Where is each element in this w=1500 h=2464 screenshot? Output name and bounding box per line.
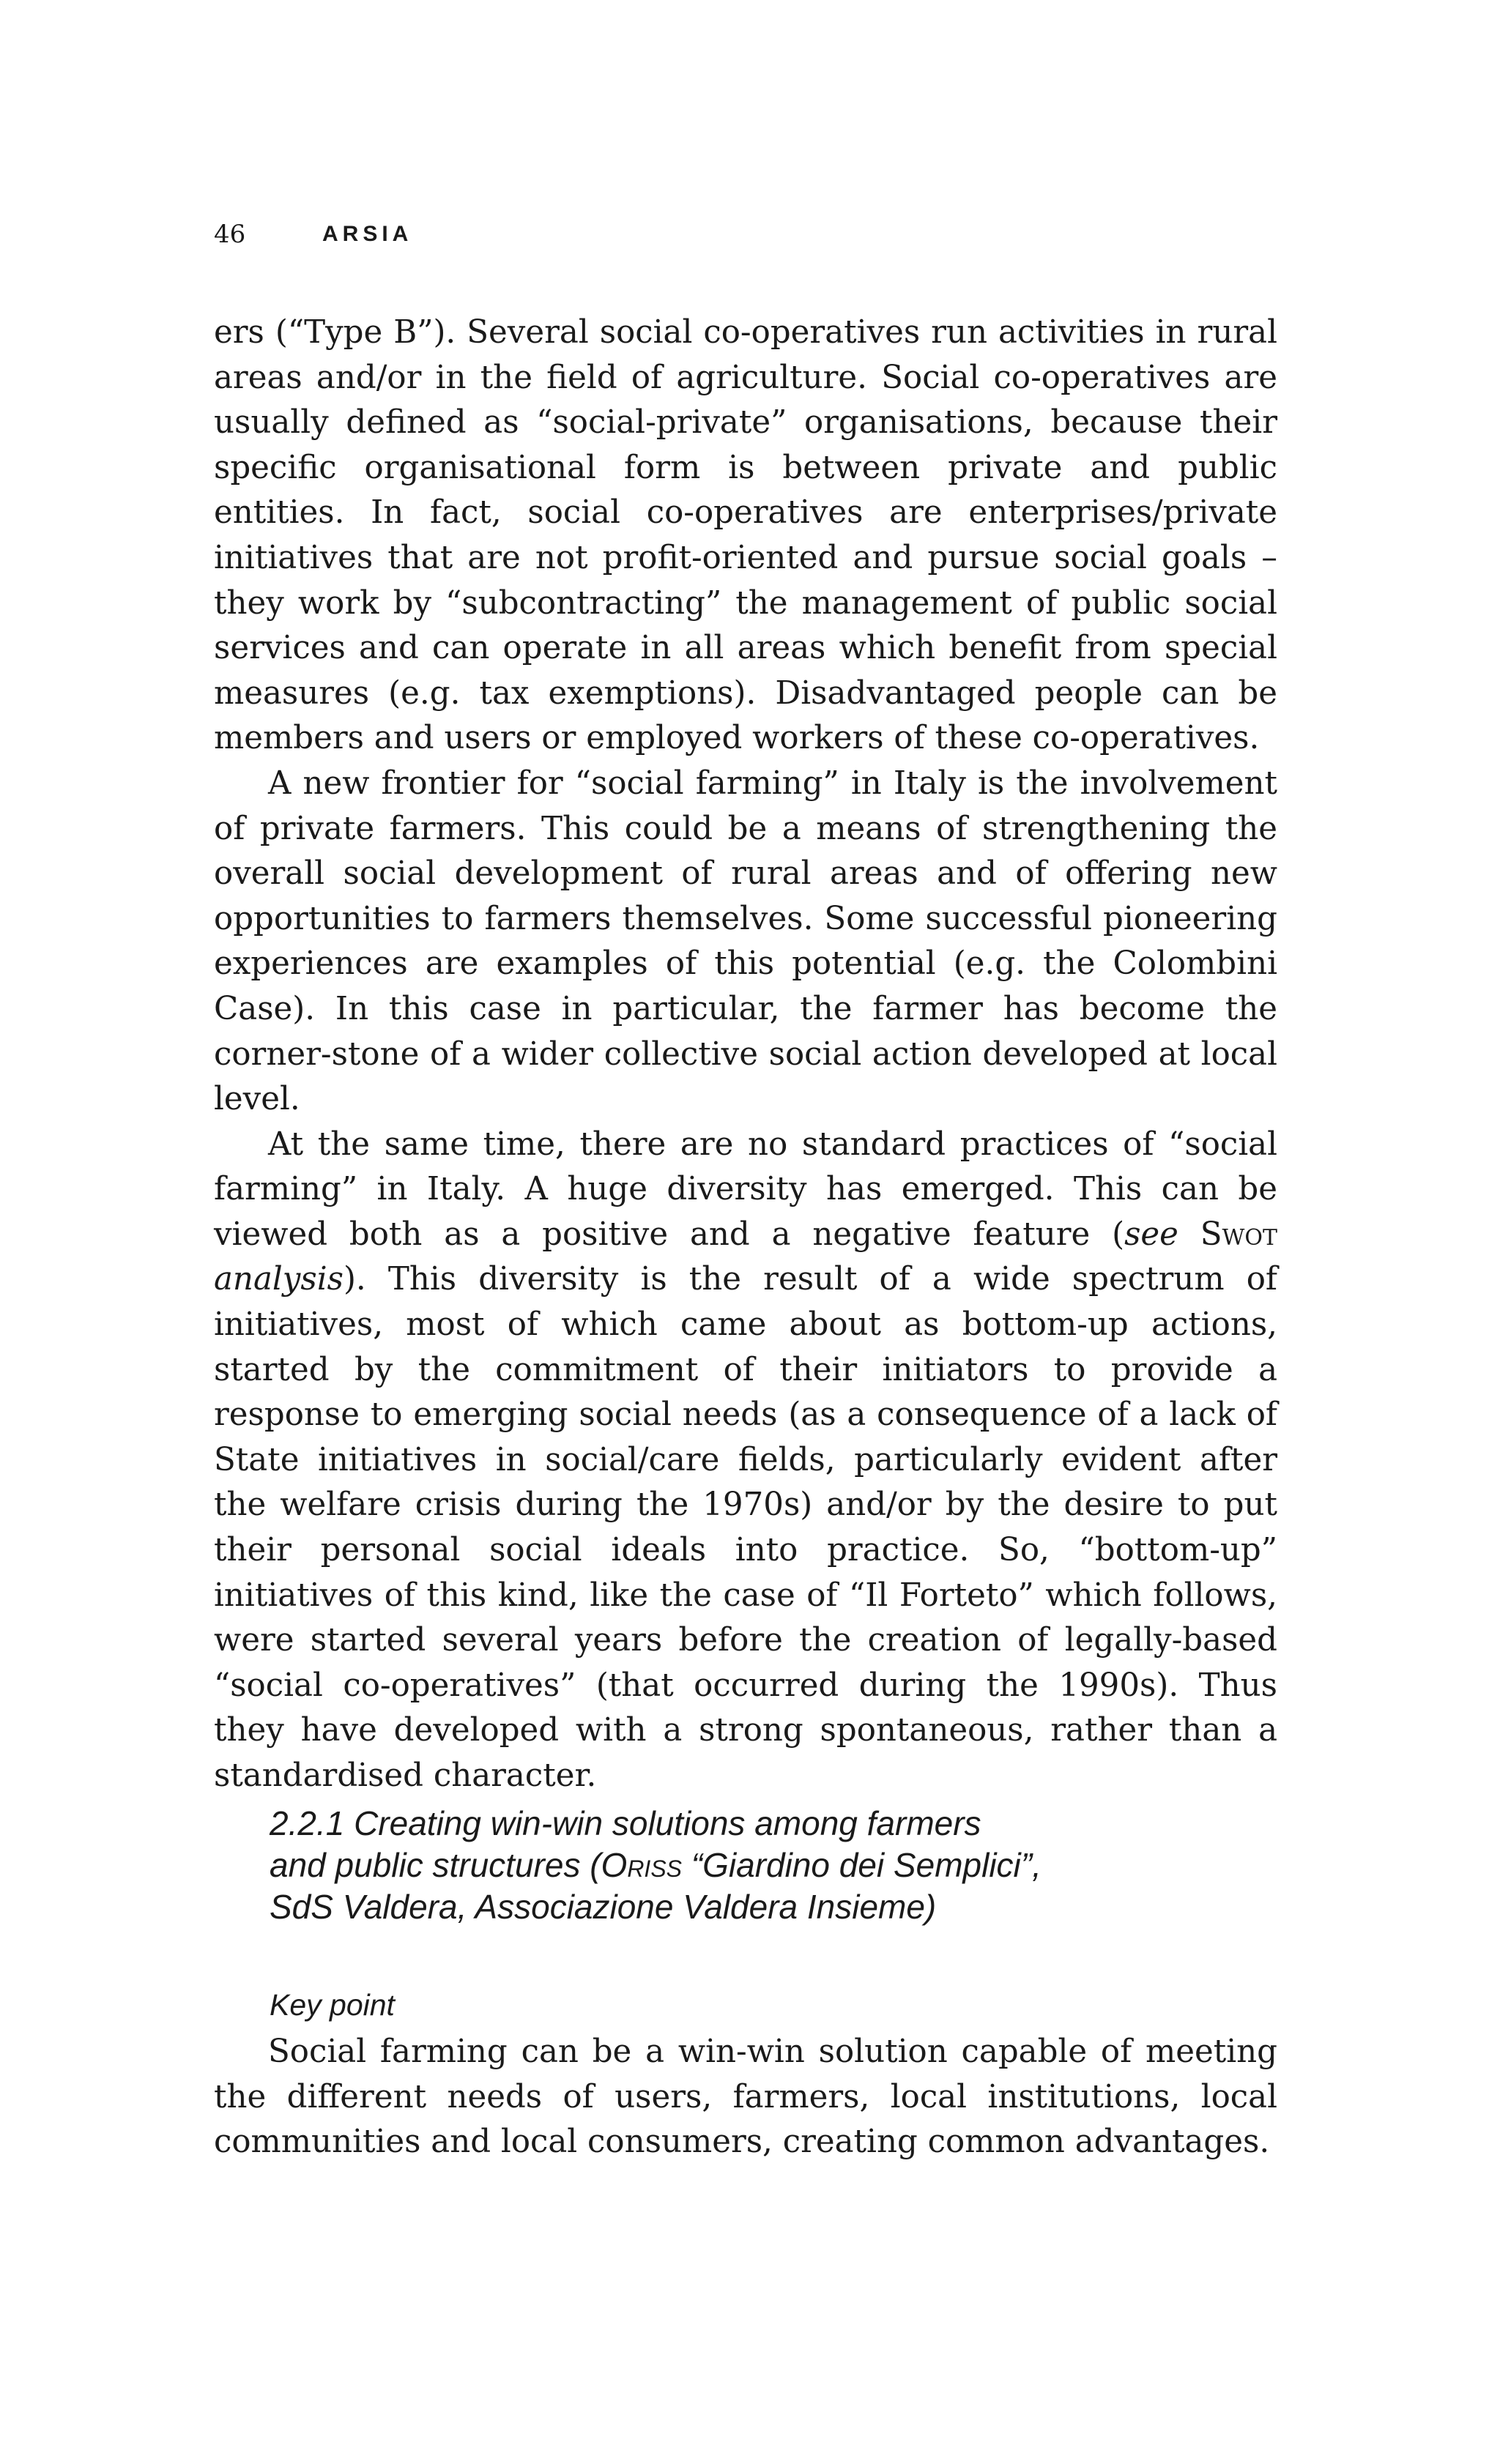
paragraph-3	[214, 1123, 1277, 1799]
section-heading-line-2-a: and public structures (	[270, 1846, 601, 1884]
page-number: 46	[214, 220, 246, 249]
see-reference: see	[1124, 1216, 1200, 1253]
paragraph-2: A new frontier for “social farming” in Italy is the involvement of private farmers. This could be a means of strengthening the overall social development of rural areas and of offering new opportunities to farmers themselves. Some successful pioneering experiences are examples of this potential (e.g. the Colombini Case). In this case in particular, the farmer has become the corner-stone of a wider collective social action developed at local level.	[214, 764, 1277, 1118]
swot-reference: Swot	[1200, 1216, 1277, 1253]
paragraph-3-text-b: ). This diversity is the result of a wide spectrum of initiatives, most of which came about as bottom-up actions, started by the commitment of their initiators to provide a response to emerging social needs (as a consequence of a lack of State initiatives in social/care fields, particularly evident after the welfare crisis during the 1970s) and/or by the desire to put their personal social ideals into practice. So, “bottom-up” initiatives of this kind, like the case of “Il Forteto” which follows, were started several years before the creation of legally-based “social co-operatives” (that occurred during the 1990s). Thus they have developed with a strong spontaneous, rather than a standardised character.	[214, 1261, 1277, 1794]
key-point-text-block	[214, 2030, 1277, 2165]
section-heading-line-1: 2.2.1 Creating win-win solutions among farmers	[270, 1804, 981, 1842]
key-point-label: Key point	[270, 1988, 395, 2022]
paragraph-3-text-a: At the same time, there are no standard practices of “social farming” in Italy. A huge diversity has emerged. This can be viewed both as a positive and a negative feature (	[214, 1125, 1277, 1253]
running-head: ARSIA	[322, 222, 413, 246]
section-heading	[270, 1803, 1295, 1928]
section-heading-line-2-b: “Giardino dei Semplici”,	[682, 1846, 1042, 1884]
main-text	[214, 310, 1277, 1799]
analysis-reference: analysis	[214, 1261, 344, 1298]
section-heading-line-3: SdS Valdera, Associazione Valdera Insieme)	[270, 1888, 937, 1926]
key-point-text: Social farming can be a win-win solution capable of meeting the different needs of users, farmers, local institutions, local communities and local consumers, creating common advantages.	[214, 2033, 1277, 2161]
paragraph-1: ers (“Type B”). Several social co-operatives run activities in rural areas and/or in the field of agriculture. Social co-operatives are usually defined as “social-private” organisations, because their specific organisational form is between private and public entities. In fact, social co-operatives are enterprises/private initiatives that are not profit-oriented and pursue social goals – they work by “subcontracting” the management of public social services and can operate in all areas which benefit from special measures (e.g. tax exemptions). Disadvantaged people can be members and users or employed workers of these co-operatives.	[214, 314, 1277, 757]
section-heading-line-2	[270, 1845, 1295, 1886]
oriss-name: Oriss	[601, 1846, 683, 1884]
